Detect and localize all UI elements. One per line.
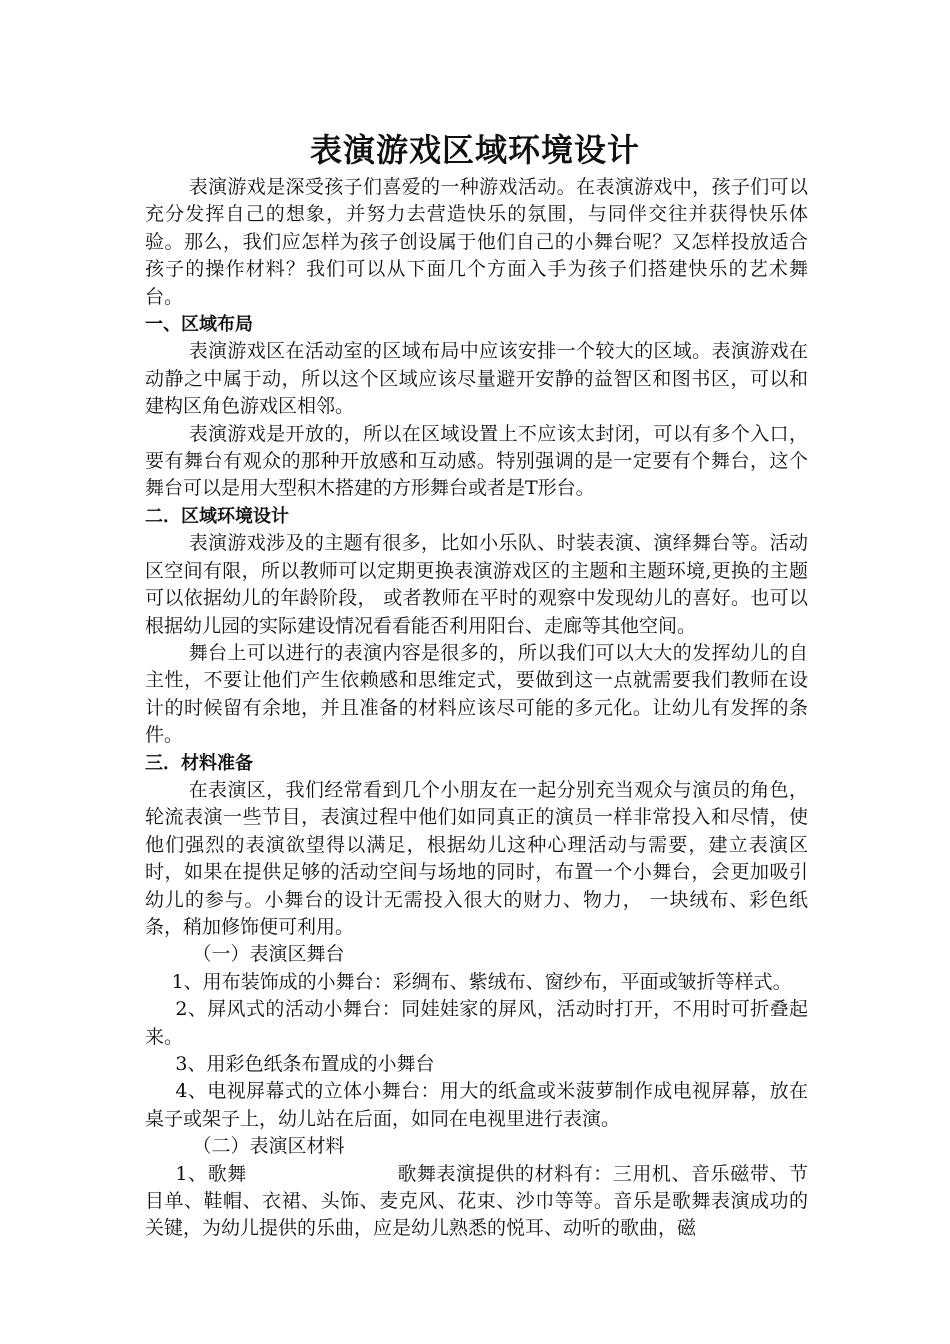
- materials-item-1-label: 1、歌舞: [175, 1162, 247, 1185]
- section-heading-layout: 一、区域布局: [145, 314, 253, 336]
- stage-item-3: 3、用彩色纸条布置成的小舞台: [175, 1053, 435, 1075]
- document-body: [145, 174, 808, 1243]
- layout-paragraph-2: 表演游戏是开放的，所以在区域设置上不应该太封闭，可以有多个入口，要有舞台有观众的那种开放感和互动感。特别强调的是一定要有个舞台，这个舞台可以是用大型积木搭建的方形舞台或者是T形台。: [145, 422, 808, 500]
- section-heading-materials: 三．材料准备: [145, 752, 253, 774]
- materials-item-1: [145, 1161, 808, 1243]
- layout-paragraph-1: 表演游戏区在活动室的区域布局中应该安排一个较大的区域。表演游戏在动静之中属于动，所以这个区域应该尽量避开安静的益智区和图书区，可以和建构区角色游戏区相邻。: [145, 340, 808, 418]
- page-title: 表演游戏区域环境设计: [309, 131, 640, 169]
- materials-item-1-text: 歌舞表演提供的材料有：三用机、音乐磁带、节目单、鞋帽、衣裙、头饰、麦克风、花束、沙巾等等。音乐是歌舞表演成功的关键，为幼儿提供的乐曲，应是幼儿熟悉的悦耳、动听的歌曲，磁: [145, 1162, 808, 1240]
- intro-paragraph: 表演游戏是深受孩子们喜爱的一种游戏活动。在表演游戏中，孩子们可以充分发挥自己的想象，并努力去营造快乐的氛围，与同伴交往并获得快乐体验。那么，我们应怎样为孩子创设属于他们自己的小舞台呢？又怎样投放适合孩子的操作材料？我们可以从下面几个方面入手为孩子们搭建快乐的艺术舞台。: [145, 176, 808, 308]
- materials-paragraph: 在表演区，我们经常看到几个小朋友在一起分别充当观众与演员的角色，轮流表演一些节目，表演过程中他们如同真正的演员一样非常投入和尽情，使他们强烈的表演欲望得以满足，根据幼儿这种心理活动与需要，建立表演区时，如果在提供足够的活动空间与场地的同时，布置一个小舞台，会更加吸引幼儿的参与。小舞台的设计无需投入很大的财力、物力， 一块绒布、彩色纸条，稍加修饰便可利用。: [145, 778, 808, 938]
- section-heading-environment: 二．区域环境设计: [145, 505, 289, 527]
- environment-paragraph-2: 舞台上可以进行的表演内容是很多的，所以我们可以大大的发挥幼儿的自主性，不要让他们产生依赖感和思维定式，要做到这一点就需要我们教师在设计的时候留有余地，并且准备的材料应该尽可能的多元化。让幼儿有发挥的条件。: [145, 641, 808, 747]
- subsection-heading-materials: （二）表演区材料: [192, 1135, 345, 1158]
- subsection-heading-stage: （一）表演区舞台: [192, 943, 345, 966]
- stage-item-2: 2、屏风式的活动小舞台：同娃娃家的屏风，活动时打开，不用时可折叠起来。: [145, 998, 808, 1048]
- stage-item-1: 1、用布装饰成的小舞台：彩绸布、紫绒布、窗纱布，平面或皱折等样式。: [171, 970, 792, 993]
- environment-paragraph-1: 表演游戏涉及的主题有很多，比如小乐队、时装表演、演绎舞台等。活动区空间有限，所以教师可以定期更换表演游戏区的主题和主题环境,更换的主题可以依据幼儿的年龄阶段， 或者教师在平时的观察中发现幼儿的喜好。也可以根据幼儿园的实际建设情况看看能否利用阳台、走廊等其他空间。: [145, 532, 808, 637]
- stage-item-4: 4、电视屏幕式的立体小舞台：用大的纸盒或米菠萝制作成电视屏幕，放在桌子或架子上，幼儿站在后面，如同在电视里进行表演。: [145, 1080, 808, 1130]
